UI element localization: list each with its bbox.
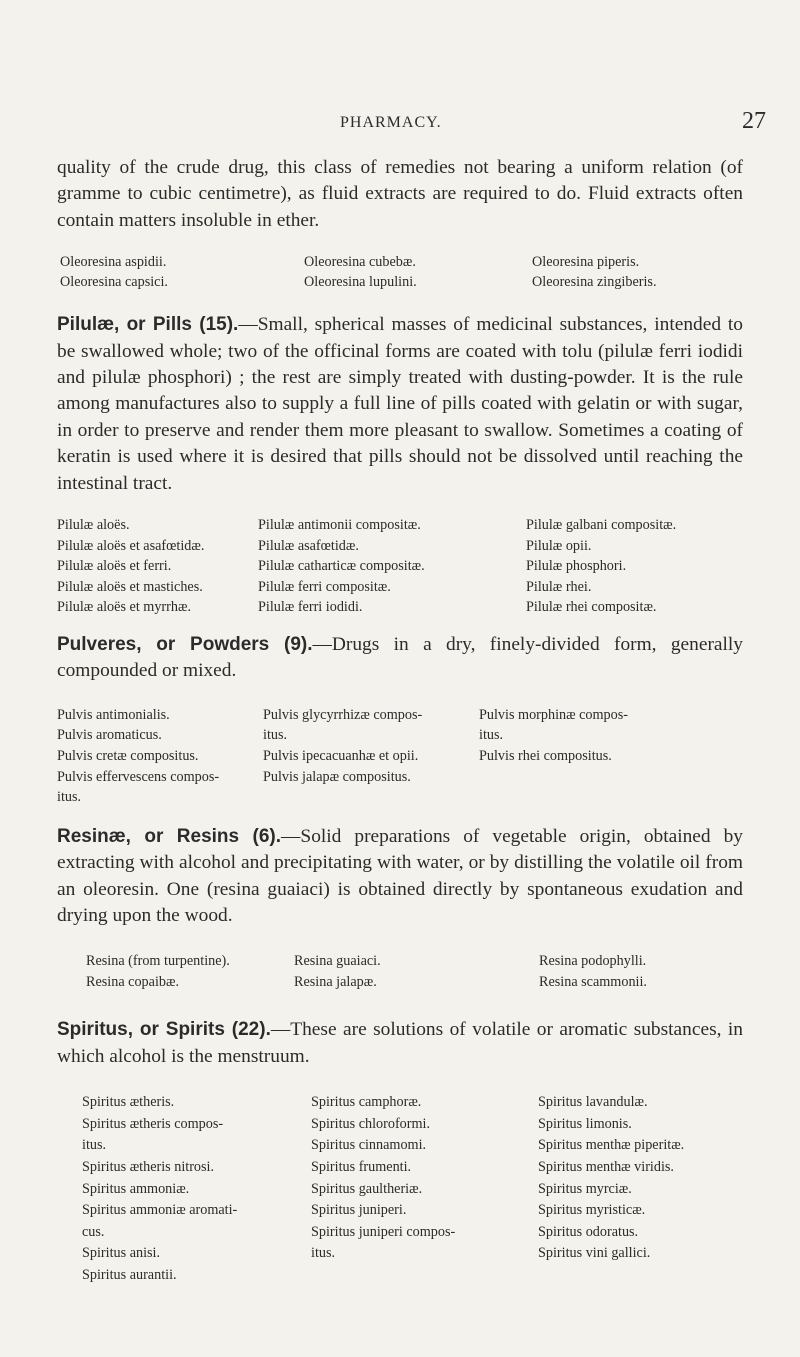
list-item: Pulvis ipecacuanhæ et opii. — [263, 748, 419, 765]
list-column — [86, 951, 294, 993]
list-item: Spiritus ætheris. — [82, 1094, 175, 1111]
list-item: Oleoresina zingiberis. — [532, 274, 657, 291]
spirits-list — [82, 1092, 743, 1286]
intro-paragraph: quality of the crude drug, this class of remedies not bearing a uniform relation (of gramme to cubic centimetre), as fluid extracts are required to do. Fluid extracts often contain matters insoluble in ether. — [57, 157, 743, 231]
list-column — [57, 705, 263, 808]
list-item: Pulvis effervescens compos- — [57, 768, 220, 785]
list-item: Spiritus ammoniæ aromati- — [82, 1202, 238, 1219]
list-item: Resina scammonii. — [539, 974, 647, 991]
list-item: Pulvis antimonialis. — [57, 706, 170, 723]
list-item: Spiritus odoratus. — [538, 1223, 639, 1240]
list-item: Spiritus juniperi. — [311, 1202, 407, 1219]
list-item: Pilulæ rhei. — [526, 578, 592, 595]
list-item: Pulvis cretæ compositus. — [57, 748, 199, 765]
list-item: Spiritus myrciæ. — [538, 1180, 632, 1197]
list-column — [60, 252, 304, 292]
resins-paragraph — [57, 824, 743, 930]
list-item: Pilulæ aloës et ferri. — [57, 558, 172, 575]
list-column — [538, 1092, 743, 1286]
resins-heading: Resinæ, or Resins (6). — [57, 825, 282, 847]
list-item: Spiritus frumenti. — [311, 1159, 412, 1176]
powders-heading: Pulveres, or Powders (9). — [57, 634, 313, 656]
list-item: Spiritus ætheris compos- — [82, 1115, 224, 1132]
list-item: Spiritus limonis. — [538, 1115, 632, 1132]
powders-text: —Drugs in a dry, finely-divided form, generally compounded or mixed. — [57, 634, 743, 682]
list-item: Spiritus camphoræ. — [311, 1094, 422, 1111]
list-item: Resina podophylli. — [539, 953, 647, 970]
list-item: Pilulæ asafœtidæ. — [258, 537, 359, 554]
list-column — [304, 252, 532, 292]
list-item: Spiritus anisi. — [82, 1245, 161, 1262]
list-item: Spiritus chloroformi. — [311, 1115, 431, 1132]
pills-list — [57, 515, 743, 618]
list-column — [263, 705, 479, 808]
list-item: itus. — [479, 727, 504, 744]
list-item: itus. — [311, 1245, 336, 1262]
list-item: Pilulæ antimonii compositæ. — [258, 517, 421, 534]
page-header — [0, 108, 800, 138]
resins-text: —Solid preparations of vegetable origin, obtained by extracting with alcohol and precipitating with water, or by distilling the volatile oil from an oleoresin. One (resina guaiaci) is obtained directly by spontaneous exudation and drying upon the wood. — [57, 825, 743, 927]
resins-list — [86, 951, 743, 993]
spirits-paragraph — [57, 1017, 743, 1070]
oleoresin-list — [60, 252, 743, 292]
powders-paragraph — [57, 632, 743, 685]
spirits-text: —These are solutions of volatile or aromatic substances, in which alcohol is the menstruum. — [57, 1019, 744, 1067]
running-title: PHARMACY. — [340, 114, 442, 131]
list-item: Pilulæ ferri compositæ. — [258, 578, 391, 595]
list-item: itus. — [82, 1137, 107, 1154]
page-content — [57, 155, 743, 1287]
list-item: Resina copaibæ. — [86, 974, 179, 991]
list-item: Pulvis rhei compositus. — [479, 748, 612, 765]
list-item: itus. — [263, 727, 288, 744]
list-item: itus. — [57, 789, 82, 806]
list-item: Pilulæ phosphori. — [526, 558, 627, 575]
list-column — [532, 252, 743, 292]
list-item: Pilulæ aloës. — [57, 517, 130, 534]
list-item: Pulvis aromaticus. — [57, 727, 162, 744]
list-item: Pilulæ galbani compositæ. — [526, 517, 677, 534]
list-item: Resina guaiaci. — [294, 953, 381, 970]
list-item: Pulvis glycyrrhizæ compos- — [263, 706, 423, 723]
list-column — [258, 515, 526, 618]
list-item: Pulvis jalapæ compositus. — [263, 768, 411, 785]
pills-paragraph — [57, 312, 743, 497]
list-item: Pulvis morphinæ compos- — [479, 706, 628, 723]
list-item: Oleoresina lupulini. — [304, 274, 417, 291]
list-item: Spiritus cinnamomi. — [311, 1137, 427, 1154]
list-item: Spiritus aurantii. — [82, 1267, 177, 1283]
list-column — [539, 951, 743, 993]
list-item: cus. — [82, 1223, 105, 1240]
list-item: Spiritus menthæ piperitæ. — [538, 1137, 685, 1154]
list-item: Pilulæ aloës et myrrhæ. — [57, 599, 191, 616]
list-item: Oleoresina capsici. — [60, 274, 168, 291]
list-item: Spiritus ætheris nitrosi. — [82, 1159, 215, 1176]
list-column — [311, 1092, 538, 1286]
powders-list — [57, 705, 743, 808]
list-item: Spiritus gaultheriæ. — [311, 1180, 423, 1197]
list-column — [57, 515, 258, 618]
list-item: Spiritus menthæ viridis. — [538, 1159, 674, 1176]
list-item: Spiritus ammoniæ. — [82, 1180, 190, 1197]
list-item: Pilulæ catharticæ compositæ. — [258, 558, 425, 575]
list-item: Pilulæ ferri iodidi. — [258, 599, 363, 616]
list-column — [294, 951, 539, 993]
list-item: Spiritus vini gallici. — [538, 1245, 651, 1262]
pills-text: —Small, spherical masses of medicinal substances, intended to be swallowed whole; two of the officinal forms are coated with tolu (pilulæ ferri iodidi and pilulæ phosphori) ; the rest are simply treated with dusting-powder. It is the rule among manufactures also to supply a full line of pills coated with gelatin or with sugar, in order to preserve and render them more pleasant to swallow. Sometimes a coating of keratin is used where it is desired that pills should not be dissolved until reaching the intestinal tract. — [57, 314, 743, 494]
list-item: Oleoresina cubebæ. — [304, 254, 416, 271]
page-number: 27 — [742, 108, 766, 134]
pills-heading: Pilulæ, or Pills (15). — [57, 314, 239, 336]
list-item: Oleoresina piperis. — [532, 254, 640, 271]
list-column — [479, 705, 743, 808]
list-item: Spiritus myristicæ. — [538, 1202, 646, 1219]
list-item: Pilulæ rhei compositæ. — [526, 599, 657, 616]
list-item: Spiritus lavandulæ. — [538, 1094, 648, 1111]
list-column — [82, 1092, 311, 1286]
list-item: Spiritus juniperi compos- — [311, 1223, 456, 1240]
list-item: Resina (from turpentine). — [86, 953, 230, 970]
list-item: Pilulæ opii. — [526, 537, 592, 554]
list-item: Pilulæ aloës et mastiches. — [57, 578, 203, 595]
list-item: Pilulæ aloës et asafœtidæ. — [57, 537, 205, 554]
list-column — [526, 515, 743, 618]
list-item: Oleoresina aspidii. — [60, 254, 167, 271]
list-item: Resina jalapæ. — [294, 974, 377, 991]
spirits-heading: Spiritus, or Spirits (22). — [57, 1019, 271, 1041]
